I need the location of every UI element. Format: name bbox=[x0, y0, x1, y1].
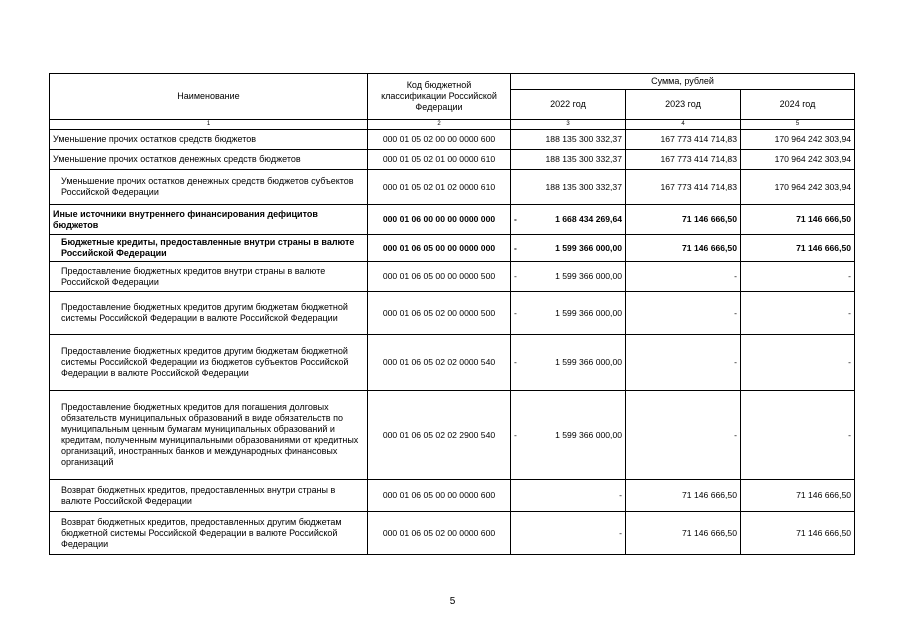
row-value-2023: 167 773 414 714,83 bbox=[626, 170, 741, 205]
row-value-2024: - bbox=[741, 292, 855, 335]
row-name: Уменьшение прочих остатков денежных средств бюджетов bbox=[50, 150, 368, 170]
row-code: 000 01 06 05 02 00 0000 600 bbox=[368, 512, 511, 555]
row-value-text: 1 599 366 000,00 bbox=[555, 307, 622, 318]
row-value-2022: - bbox=[511, 512, 626, 555]
header-code: Код бюджетной классификации Российской Федерации bbox=[368, 74, 511, 120]
negative-sign: - bbox=[514, 271, 517, 281]
row-code: 000 01 05 02 01 00 0000 610 bbox=[368, 150, 511, 170]
table-row bbox=[50, 480, 855, 512]
table-row bbox=[50, 235, 855, 262]
table-row bbox=[50, 391, 855, 480]
row-value-2022 bbox=[511, 205, 626, 235]
row-value-2024: - bbox=[741, 262, 855, 292]
row-value-2023: - bbox=[626, 335, 741, 391]
table-row bbox=[50, 150, 855, 170]
row-code: 000 01 05 02 00 00 0000 600 bbox=[368, 130, 511, 150]
row-value-2024: 71 146 666,50 bbox=[741, 205, 855, 235]
table-row bbox=[50, 512, 855, 555]
page-number: 5 bbox=[449, 596, 456, 607]
row-value-2022 bbox=[511, 262, 626, 292]
row-code: 000 01 05 02 01 02 0000 610 bbox=[368, 170, 511, 205]
row-name: Предоставление бюджетных кредитов для погашения долговых обязательств муниципальных образований в виде обязательств по муниципальным ценным бумагам муниципальных образований и кредитам, полученным муниципальными образованиями от кредитных организаций, иностранных банков и международных финансовых организаций bbox=[50, 391, 368, 480]
row-value-2023: 167 773 414 714,83 bbox=[626, 130, 741, 150]
negative-sign: - bbox=[514, 429, 517, 440]
row-value-2023: 167 773 414 714,83 bbox=[626, 150, 741, 170]
table-row bbox=[50, 205, 855, 235]
row-value-text: 1 599 366 000,00 bbox=[555, 242, 622, 253]
negative-sign: - bbox=[514, 242, 517, 253]
column-index: 3 bbox=[511, 120, 626, 130]
row-value-2024: 170 964 242 303,94 bbox=[741, 130, 855, 150]
row-value-2024: - bbox=[741, 391, 855, 480]
column-index-row bbox=[50, 120, 855, 130]
row-value-2023: 71 146 666,50 bbox=[626, 480, 741, 512]
row-name: Уменьшение прочих остатков денежных средств бюджетов субъектов Российской Федерации bbox=[50, 170, 368, 205]
column-index: 5 bbox=[741, 120, 855, 130]
row-value-2024: 71 146 666,50 bbox=[741, 235, 855, 262]
row-value-2022: 188 135 300 332,37 bbox=[511, 170, 626, 205]
row-value-2024: 170 964 242 303,94 bbox=[741, 150, 855, 170]
table-row bbox=[50, 130, 855, 150]
header-name: Наименование bbox=[50, 74, 368, 120]
column-index: 4 bbox=[626, 120, 741, 130]
row-value-2023: - bbox=[626, 292, 741, 335]
row-value-text: 1 599 366 000,00 bbox=[555, 429, 622, 440]
row-value-2024: 71 146 666,50 bbox=[741, 512, 855, 555]
row-name: Иные источники внутреннего финансирования дефицитов бюджетов bbox=[50, 205, 368, 235]
table-row bbox=[50, 262, 855, 292]
table-row bbox=[50, 170, 855, 205]
row-value-2022 bbox=[511, 235, 626, 262]
row-code: 000 01 06 05 00 00 0000 000 bbox=[368, 235, 511, 262]
row-value-2022 bbox=[511, 335, 626, 391]
negative-sign: - bbox=[514, 214, 517, 224]
row-value-2023: 71 146 666,50 bbox=[626, 512, 741, 555]
row-value-2023: - bbox=[626, 262, 741, 292]
column-index: 2 bbox=[368, 120, 511, 130]
row-value-2022: - bbox=[511, 480, 626, 512]
row-code: 000 01 06 05 02 02 0000 540 bbox=[368, 335, 511, 391]
header-year-2024: 2024 год bbox=[741, 90, 855, 120]
header-sum: Сумма, рублей bbox=[511, 74, 855, 90]
row-name: Бюджетные кредиты, предоставленные внутри страны в валюте Российской Федерации bbox=[50, 235, 368, 262]
budget-sources-table bbox=[49, 73, 855, 555]
row-value-2023: - bbox=[626, 391, 741, 480]
row-value-2024: 170 964 242 303,94 bbox=[741, 170, 855, 205]
row-value-2024: - bbox=[741, 335, 855, 391]
header-year-2022: 2022 год bbox=[511, 90, 626, 120]
negative-sign: - bbox=[514, 357, 517, 367]
row-value-2023: 71 146 666,50 bbox=[626, 205, 741, 235]
row-code: 000 01 06 05 00 00 0000 500 bbox=[368, 262, 511, 292]
row-code: 000 01 06 00 00 00 0000 000 bbox=[368, 205, 511, 235]
row-value-2023: 71 146 666,50 bbox=[626, 235, 741, 262]
row-name: Возврат бюджетных кредитов, предоставленных другим бюджетам бюджетной системы Российской Федерации в валюте Российской Федерации bbox=[50, 512, 368, 555]
row-name: Уменьшение прочих остатков средств бюджетов bbox=[50, 130, 368, 150]
row-name: Возврат бюджетных кредитов, предоставленных внутри страны в валюте Российской Федерации bbox=[50, 480, 368, 512]
header-year-2023: 2023 год bbox=[626, 90, 741, 120]
table-row bbox=[50, 292, 855, 335]
row-value-2024: 71 146 666,50 bbox=[741, 480, 855, 512]
row-value-2022: 188 135 300 332,37 bbox=[511, 130, 626, 150]
row-value-text: 1 599 366 000,00 bbox=[555, 357, 622, 367]
row-value-2022 bbox=[511, 391, 626, 480]
row-value-2022 bbox=[511, 292, 626, 335]
row-value-2022: 188 135 300 332,37 bbox=[511, 150, 626, 170]
negative-sign: - bbox=[514, 307, 517, 318]
row-code: 000 01 06 05 02 02 2900 540 bbox=[368, 391, 511, 480]
row-code: 000 01 06 05 00 00 0000 600 bbox=[368, 480, 511, 512]
row-value-text: 1 599 366 000,00 bbox=[555, 271, 622, 281]
row-name: Предоставление бюджетных кредитов внутри страны в валюте Российской Федерации bbox=[50, 262, 368, 292]
row-code: 000 01 06 05 02 00 0000 500 bbox=[368, 292, 511, 335]
row-value-text: 1 668 434 269,64 bbox=[555, 214, 622, 224]
table-row bbox=[50, 335, 855, 391]
column-index: 1 bbox=[50, 120, 368, 130]
row-name: Предоставление бюджетных кредитов другим бюджетам бюджетной системы Российской Федерации в валюте Российской Федерации bbox=[50, 292, 368, 335]
row-name: Предоставление бюджетных кредитов другим бюджетам бюджетной системы Российской Федерации из бюджетов субъектов Российской Федерации в валюте Российской Федерации bbox=[50, 335, 368, 391]
